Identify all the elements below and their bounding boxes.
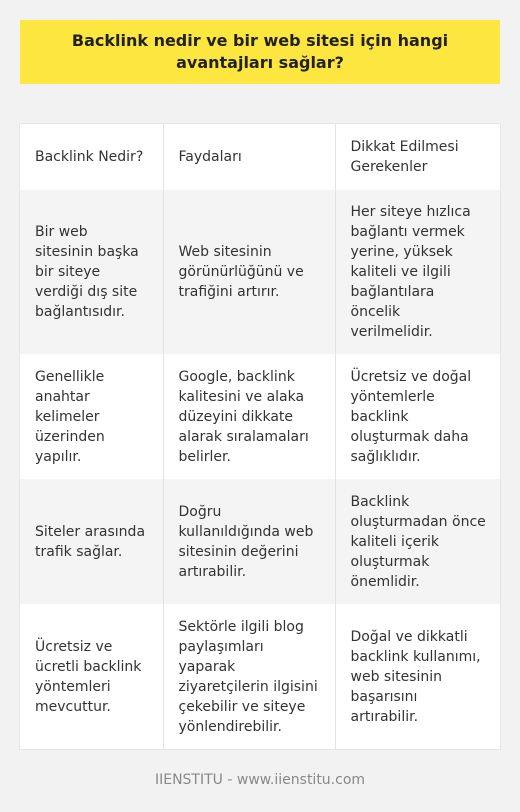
table-cell: Sektörle ilgili blog paylaşımları yaparak ziyaretçilerin ilgisini çekebilir ve siteye yönlendirebilir. xyxy=(163,604,335,749)
header-cell-benefits: Faydaları xyxy=(163,124,335,190)
table-cell: Siteler arasında trafik sağlar. xyxy=(20,479,163,604)
table-cell: Bir web sitesinin başka bir siteye verdiği dış site bağlantısıdır. xyxy=(20,190,163,354)
title-banner xyxy=(20,20,500,84)
header-cell-considerations: Dikkat Edilmesi Gerekenler xyxy=(350,139,459,175)
table-row xyxy=(20,479,500,604)
footer-credit: IIENSTITU - www.iienstitu.com xyxy=(154,772,366,788)
table-row xyxy=(20,190,500,354)
table-row xyxy=(20,354,500,479)
table-cell: Google, backlink kalitesini ve alaka düzeyini dikkate alarak sıralamaları belirler. xyxy=(163,354,335,479)
table-cell: Backlink oluşturmadan önce kaliteli içerik oluşturmak önemlidir. xyxy=(350,493,486,590)
table-cell: Doğal ve dikkatli backlink kullanımı, web sitesinin başarısını artırabilir. xyxy=(350,628,481,725)
page-title: Backlink nedir ve bir web sitesi için hangi avantajları sağlar? xyxy=(71,31,449,72)
table-cell: Ücretsiz ve ücretli backlink yöntemleri mevcuttur. xyxy=(20,604,163,749)
table-cell: Web sitesinin görünürlüğünü ve trafiğini artırır. xyxy=(163,190,335,354)
table-cell: Genellikle anahtar kelimeler üzerinden yapılır. xyxy=(20,354,163,479)
table-row xyxy=(20,604,500,749)
table-header-row xyxy=(20,124,500,190)
table-cell: Doğru kullanıldığında web sitesinin değerini artırabilir. xyxy=(163,479,335,604)
backlink-table xyxy=(20,124,500,749)
table-cell: Her siteye hızlıca bağlantı vermek yerine, yüksek kaliteli ve ilgili bağlantılara öncelik verilmelidir. xyxy=(350,204,471,340)
table-cell: Ücretsiz ve doğal yöntemlerle backlink oluşturmak daha sağlıklıdır. xyxy=(350,368,472,465)
header-cell-what-is: Backlink Nedir? xyxy=(20,124,163,190)
info-table xyxy=(20,124,500,749)
